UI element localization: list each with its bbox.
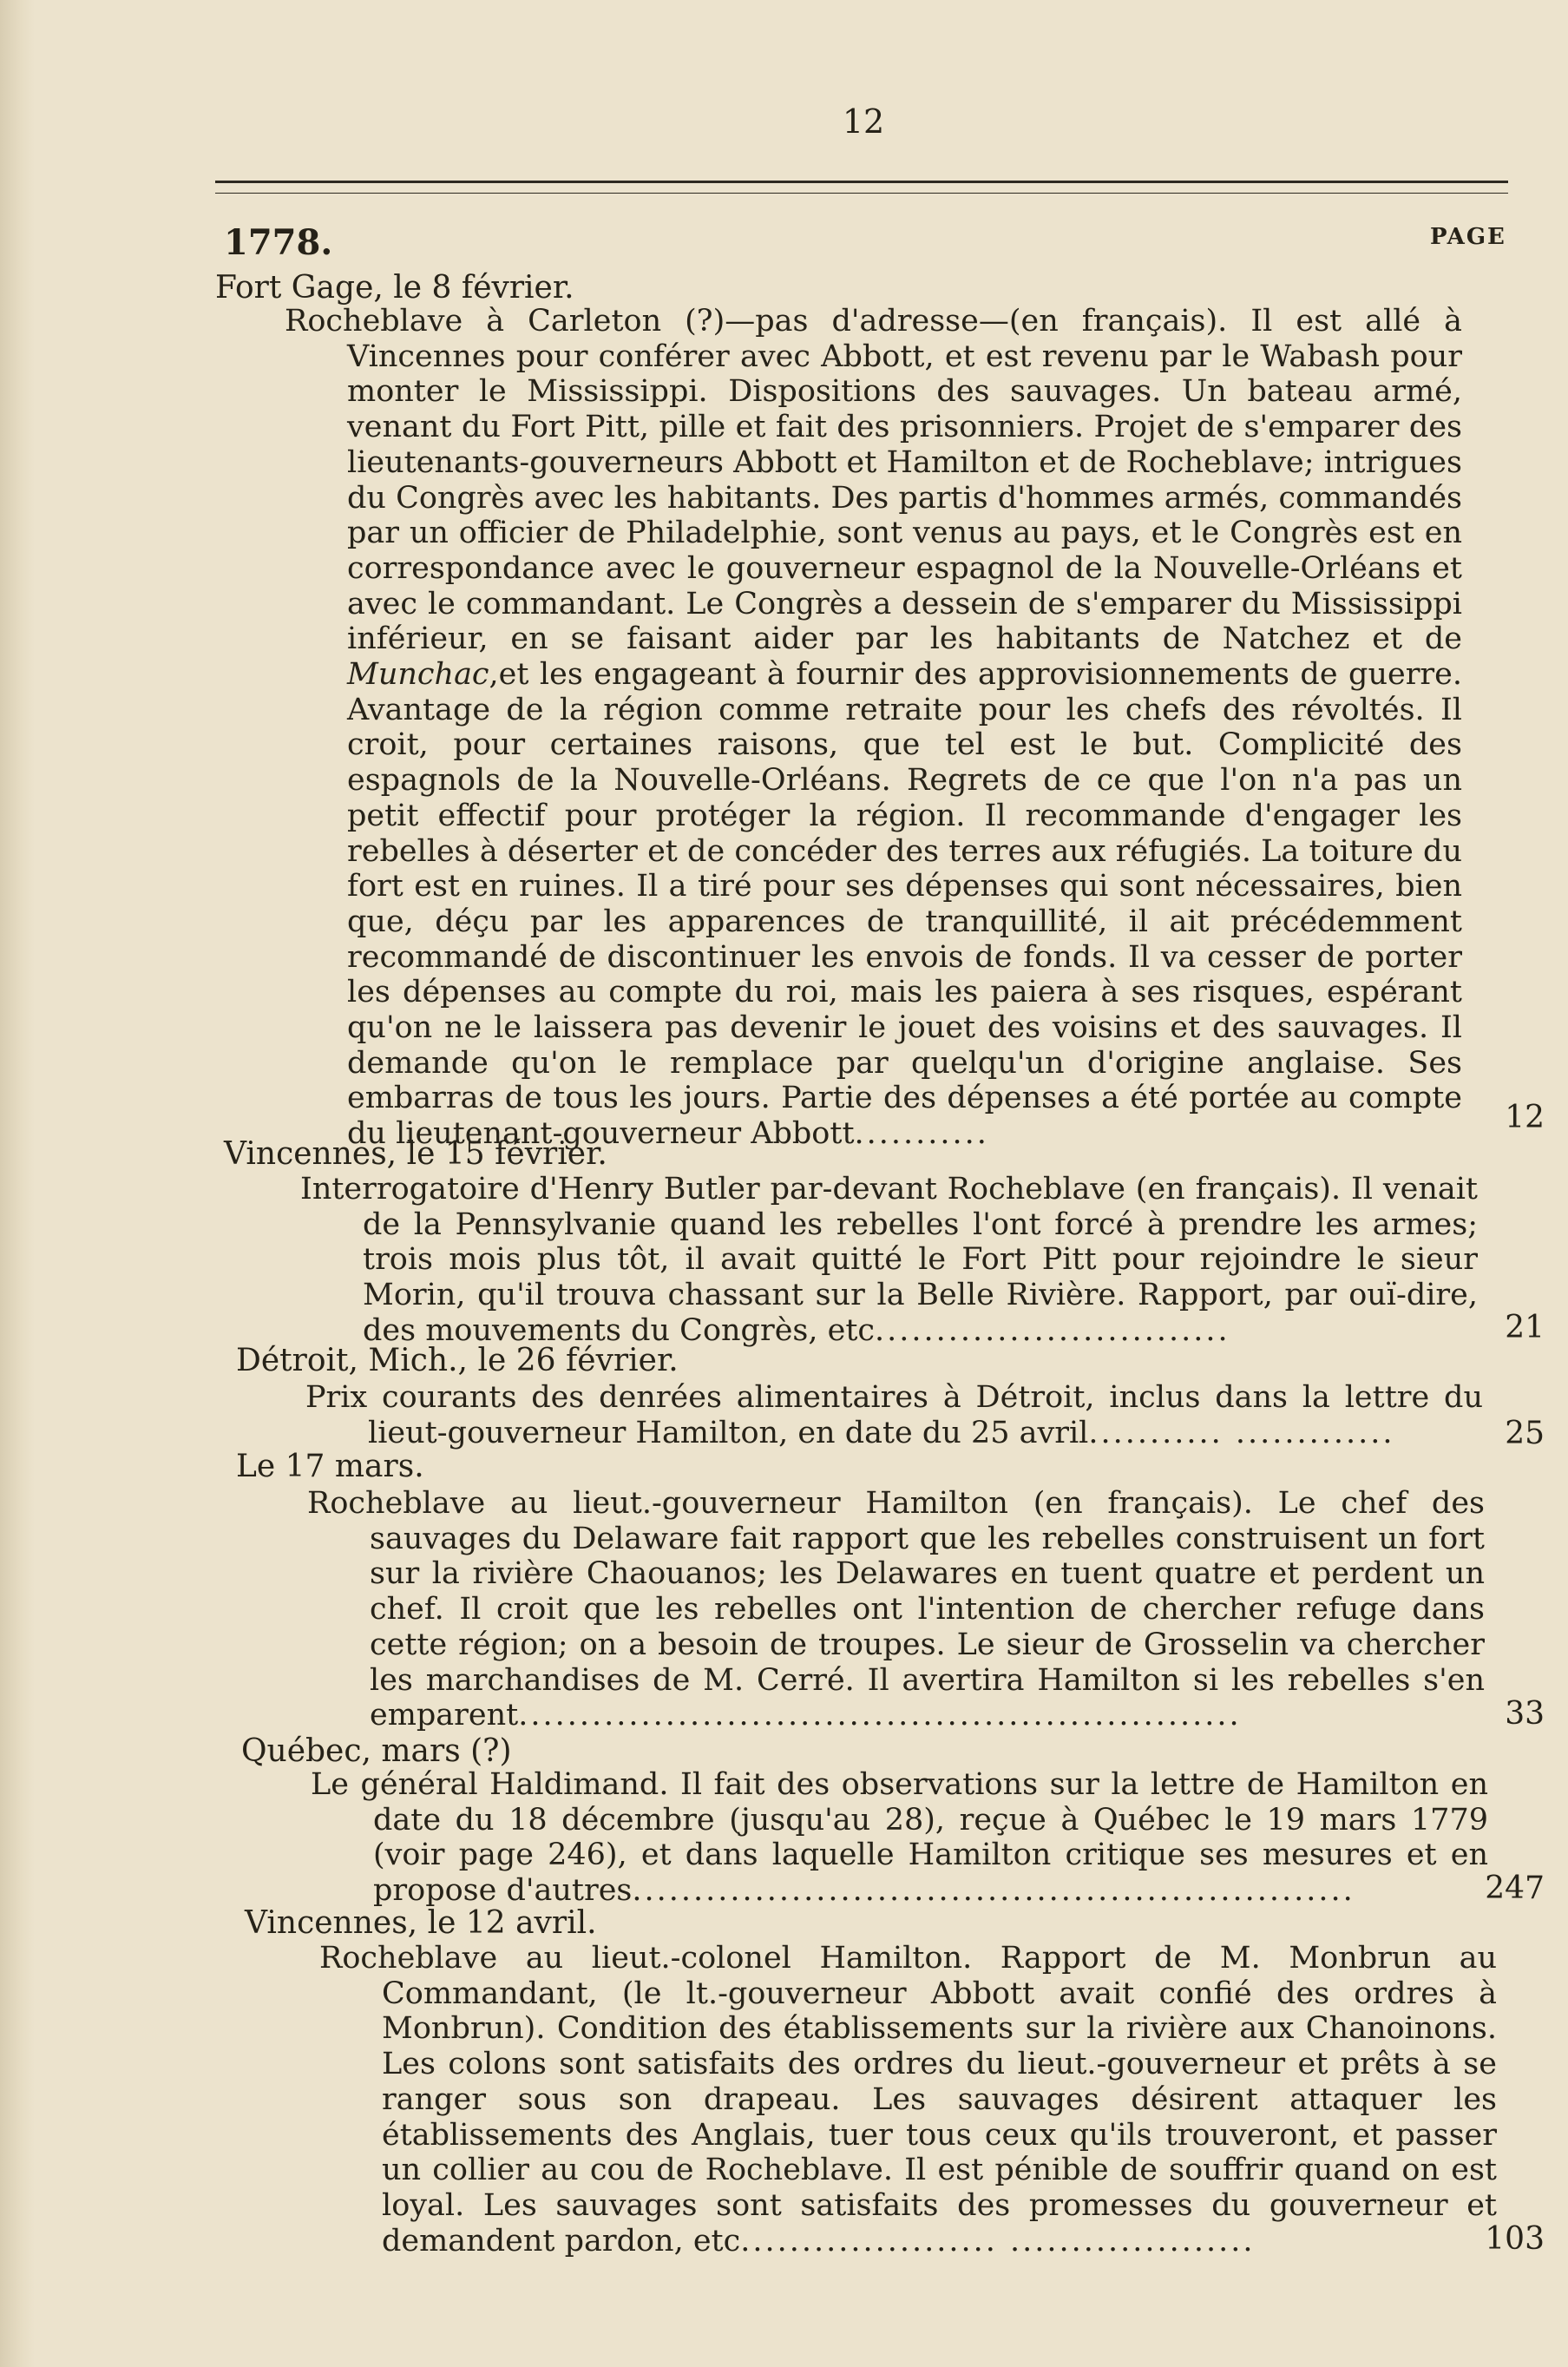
page-number: 12 [842, 102, 885, 141]
summary-text: Le général Haldimand. Il fait des observations sur la lettre de Hamilton en date du 18 décembre (jusqu'au 28), reçue à Québec le 19 mars 1779 (voir page 246), et dans laquelle Hamilton critique ses mesures et en propose d'autres [311, 1767, 1488, 1909]
entry-heading: Vincennes, le 15 février. [224, 1136, 607, 1172]
entry-summary [300, 1172, 1478, 1349]
summary-text: Rocheblave à Carleton (?)—pas d'adresse—(en français). Il est allé à Vincennes pour conférer avec Abbott, et est revenu par le Wabash pour monter le Mississippi. Dispositions des sauvages. Un bateau armé, venant du Fort Pitt, pille et fait des prisonniers. Projet de s'emparer des lieutenants-gouverneurs Abbott et Hamilton et de Rocheblave; intrigues du Congrès avec les habitants. Des partis d'hommes armés, commandés par un officier de Philadelphie, sont venus au pays, et le Congrès est en correspondance avec le gouverneur espagnol de la Nouvelle-Orléans et avec le commandant. Le Congrès a dessein de s'emparer du Mississippi inférieur, en se faisant aider par les habitants de Natchez et de [285, 304, 1462, 657]
page-reference: 33 [1505, 1696, 1545, 1732]
dot-leader: ........... ............. [1088, 1415, 1395, 1450]
summary-text: Prix courants des denrées alimentaires à Détroit, inclus dans la lettre du lieut-gouverneur Hamilton, en date du 25 avril [305, 1380, 1483, 1450]
page-reference: 12 [1505, 1100, 1545, 1135]
page-reference: 25 [1505, 1416, 1545, 1451]
entry-heading: Le 17 mars. [236, 1449, 424, 1484]
entry-heading: Québec, mars (?) [241, 1733, 512, 1769]
entry-heading: Détroit, Mich., le 26 février. [236, 1343, 679, 1378]
entry-summary [319, 1941, 1497, 2259]
summary-text: Interrogatoire d'Henry Butler par-devant Rocheblave (en français). Il venait de la Pennsylvanie quand les rebelles l'ont forcé à prendre les armes; trois mois plus tôt, il avait quitté le Fort Pitt pour rejoindre le sieur Morin, qu'il trouva chassant sur la Belle Rivière. Rapport, par ouï-dire, des mouvements du Congrès, etc [300, 1172, 1478, 1348]
summary-text: Rocheblave au lieut.-gouverneur Hamilton (en français). Le chef des sauvages du Delaware fait rapport que les rebelles construisent un fort sur la rivière Chaouanos; les Delawares en tuent quatre et perdent un chef. Il croit que les rebelles ont l'intention de chercher refuge dans cette région; on a besoin de troupes. Le sieur de Grosselin va chercher les marchandises de M. Cerré. Il avertira Hamilton si les rebelles s'en emparent [307, 1486, 1485, 1733]
binding-edge [0, 0, 35, 2367]
dot-leader: ........................................................... [632, 1873, 1355, 1909]
page-reference: 247 [1485, 1871, 1545, 1906]
summary-italic-place: Munchac [347, 657, 489, 693]
entry-heading: Fort Gage, le 8 février. [215, 270, 574, 306]
year-heading: 1778. [224, 222, 333, 263]
entry-summary [305, 1380, 1483, 1450]
entry-summary [285, 304, 1462, 1152]
page-reference: 21 [1505, 1310, 1545, 1345]
summary-text: ,et les engageant à fournir des approvisionnements de guerre. Avantage de la région comme retraite pour les chefs des révoltés. Il croit, pour certaines raisons, que tel est le but. Complicité des espagnols de la Nouvelle-Orléans. Regrets de ce que l'on n'a pas un petit effectif pour protéger la région. Il recommande d'engager les rebelles à déserter et de concéder des terres aux réfugiés. La toiture du fort est en ruines. Il a tiré pour ses dépenses qui sont nécessaires, bien que, déçu par les apparences de tranquillité, il ait précédemment recommandé de discontinuer les envois de fonds. Il va cesser de porter les dépenses au compte du roi, mais les paiera à ses risques, espérant qu'on ne le laissera pas devenir le jouet des voisins et des sauvages. Il demande qu'on le remplace par quelqu'un d'origine anglaise. Ses embarras de tous les jours. Partie des dépenses a été portée au compte du lieutenant-gouverneur Abbott [347, 657, 1462, 1152]
summary-text: Rocheblave au lieut.-colonel Hamilton. Rapport de M. Monbrun au Commandant, (le lt.-gouverneur Abbott avait confié des ordres à Monbrun). Condition des établissements sur la rivière aux Chanoinons. Les colons sont satisfaits des ordres du lieut.-gouverneur et prêts à se ranger sous son drapeau. Les sauvages désirent attaquer les établissements des Anglais, tuer tous ceux qu'ils trouveront, et passer un collier au cou de Rocheblave. Il est pénible de souffrir quand on est loyal. Les sauvages sont satisfaits des promesses du gouverneur et demandent pardon, etc [319, 1941, 1497, 2259]
dot-leader: ..................... .................... [740, 2223, 1256, 2259]
entry-heading: Vincennes, le 12 avril. [245, 1905, 597, 1941]
dot-leader: ............................. [875, 1312, 1230, 1348]
page-column-label: PAGE [1430, 224, 1506, 250]
dot-leader: ........... [854, 1116, 989, 1152]
page-reference: 103 [1485, 2221, 1545, 2257]
header-rule-thin [215, 193, 1508, 194]
entry-summary [311, 1767, 1488, 1909]
entry-summary [307, 1486, 1485, 1733]
dot-leader: ........................................................... [518, 1698, 1242, 1733]
header-rule-thick [215, 181, 1508, 183]
